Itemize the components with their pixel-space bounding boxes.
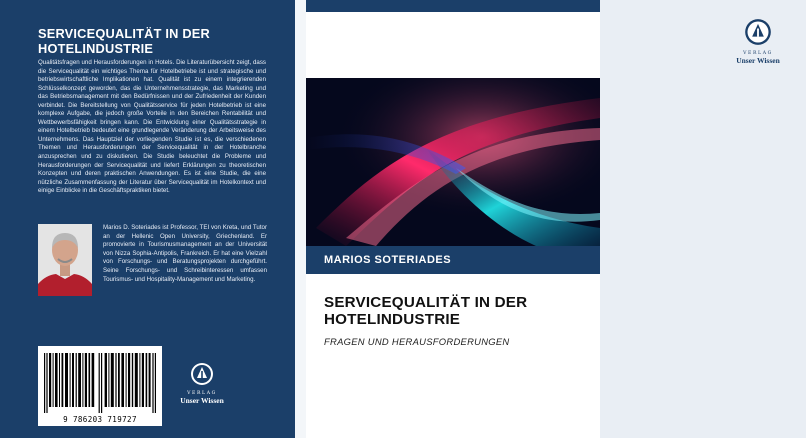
publisher-verlag-label: VERLAG [743,51,773,56]
author-band [306,246,600,274]
cover-artwork [306,78,600,246]
abstract-light-waves-image [306,78,600,246]
front-title-line-1: SERVICEQUALITÄT IN DER [324,294,528,311]
book-spine [295,0,306,438]
back-title-line-1: SERVICEQUALITÄT IN DER [38,26,210,41]
front-cover-subtitle: FRAGEN UND HERAUSFORDERUNGEN [324,336,510,347]
front-top-band [306,0,600,12]
publisher-logo-back [173,362,231,405]
publisher-emblem-icon [190,362,214,386]
back-cover [0,0,295,438]
publisher-verlag-label: VERLAG [187,391,217,396]
back-cover-blurb: Qualitätsfragen und Herausforderungen in Hotels. Die Literaturübersicht zeigt, dass die Servicequalität ein wichtiges Thema für Hotelbetriebe ist und strategische und betriebswirtschaftliche Implikationen hat. Qualität ist zu einem integrierenden Schlüsselkonzept geworden, das die Unternehmensstrategie, das Marketing und das Betriebsmanagement mit den Bedürfnissen und der Zufriedenheit der Kunden verbindet. Die Bereitstellung von Qualitätsservice für jeden Hotelbetrieb ist eine komplexe Aufgabe, die jedoch große Vorteile in den Bereichen Rentabilität und Wettbewerbsfähigkeit bringen kann. Die Entwicklung einer Qualitätsstrategie in einem Hotelbetrieb bedeutet eine grundlegende Veränderung der Arbeitsweise des Unternehmens. Das Hauptziel der vorliegenden Studie ist es, die verschiedenen Themen und Herausforderungen der Servicequalität in der Hotelbranche anzusprechen und zu diskutieren. Die Studie beleuchtet die Probleme und Herausforderungen der Servicequalität und liefert Erklärungen zu theoretischen Konzepten und deren praktischen Anwendungen. Es ist eine Studie, die eine nützliche Zusammenfassung der Literatur über Servicequalität im Hotelkontext und einige Einblicke in die Geschäftspraktiken bietet. [38,59,266,195]
publisher-emblem-icon [744,18,772,46]
publisher-name: Unser Wissen [736,56,780,65]
front-author-name: MARIOS SOTERIADES [324,254,452,266]
author-bio: Marios D. Soteriades ist Professor, TEI von Kreta, und Tutor an der Hellenic Open University, Griechenland. Er promovierte in Tourismusmanagement an der Universität von Nizza Sophia-Antipolis, Frankreich. Er hat eine Vielzahl von Forschungs- und Beratungsprojekten durchgeführt. Seine Forschungs- und Schreibinteressen umfassen Tourismus- und Hospitality-Management und Marketing. [103,224,267,283]
front-title-line-2: HOTELINDUSTRIE [324,311,461,329]
author-photo [38,224,92,296]
publisher-name: Unser Wissen [180,396,224,405]
front-cover-title [324,294,588,328]
author-portrait-icon [38,224,92,296]
publisher-logo-front [710,18,806,65]
back-cover-title [38,26,268,56]
back-title-line-2: HOTELINDUSTRIE [38,41,154,56]
isbn-barcode [38,346,162,426]
barcode-digits: 9 786203 719727 [63,415,137,424]
barcode-bars-icon [44,353,156,413]
front-cover [306,0,780,438]
